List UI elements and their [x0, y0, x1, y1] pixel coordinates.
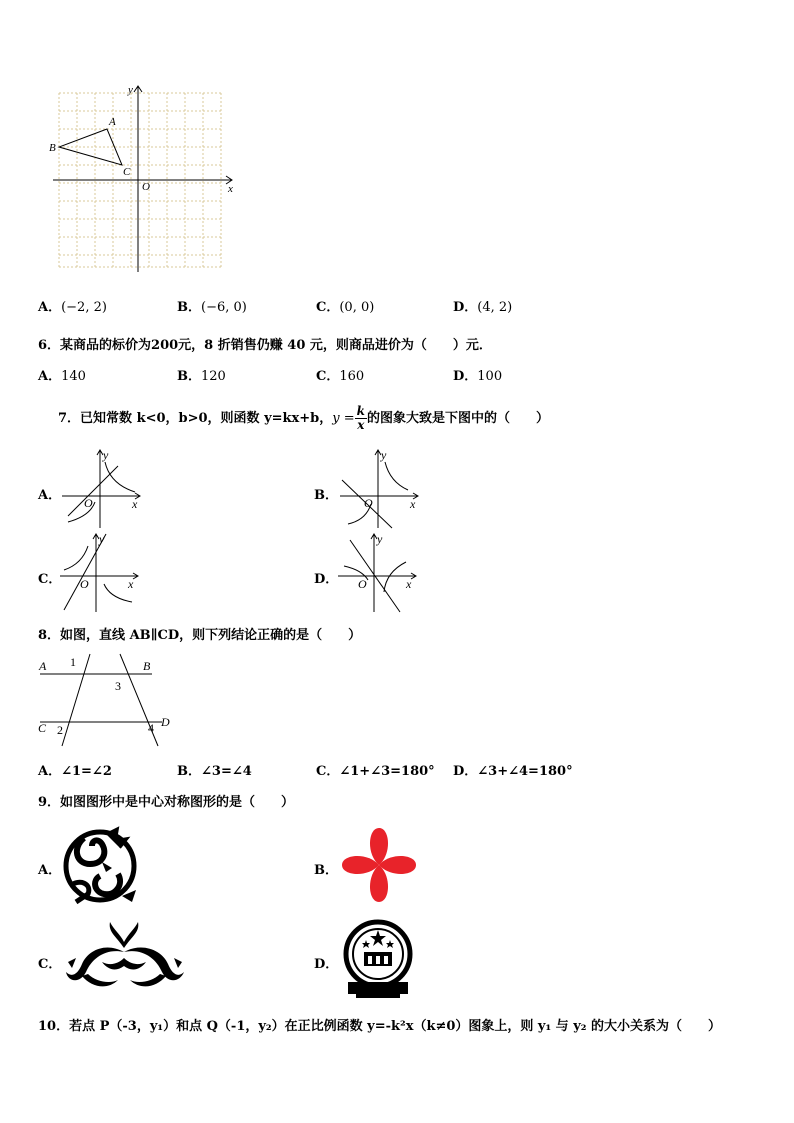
option-letter: C．	[316, 369, 340, 384]
formula-numerator: k	[356, 404, 365, 418]
svg-text:x: x	[132, 497, 138, 511]
svg-text:3: 3	[115, 679, 121, 693]
svg-text:y: y	[103, 448, 109, 462]
q9-option-d[interactable]	[314, 953, 338, 972]
axis-label-x: x	[228, 183, 233, 195]
q7-question	[58, 402, 549, 436]
svg-text:y: y	[381, 448, 387, 462]
option-text: 100	[477, 369, 503, 384]
q7-option-a[interactable]	[38, 484, 61, 503]
formula-fraction	[355, 405, 367, 432]
svg-text:4: 4	[148, 721, 154, 735]
q5-option-b[interactable]	[177, 296, 247, 315]
q9-national-emblem-image	[338, 916, 418, 1000]
formula-denominator: x	[357, 418, 365, 432]
option-text: (−6, 0)	[201, 300, 247, 315]
q7-graph-b	[338, 448, 420, 530]
svg-text:O: O	[364, 496, 373, 510]
q10-question: 10．若点 P（-3，y₁）和点 Q（-1，y₂）在正比例函数 y=-k²x（k≠0）图象上，则 y₁ 与 y₂ 的大小关系为（ ）	[38, 1019, 721, 1034]
q9-dragon-emblem-image	[62, 824, 142, 906]
option-text: ∠3+∠4=180°	[477, 764, 573, 779]
point-b-label: B	[49, 142, 56, 154]
q6-question: 6．某商品的标价为200元，8 折销售仍赚 40 元，则商品进价为（ ）元．	[38, 338, 492, 353]
svg-text:y: y	[377, 532, 383, 546]
option-text: (−2, 2)	[61, 300, 107, 315]
q7-option-b[interactable]	[314, 484, 338, 503]
option-letter: A．	[38, 488, 62, 503]
q8-option-c[interactable]	[316, 760, 435, 779]
q9-option-c[interactable]	[38, 953, 61, 972]
option-letter: D．	[453, 764, 478, 779]
option-letter: C．	[38, 957, 62, 972]
svg-text:2: 2	[57, 723, 63, 737]
option-letter: B．	[314, 488, 338, 503]
q9-option-b[interactable]	[314, 859, 338, 878]
q6-option-c[interactable]	[316, 365, 364, 384]
q5-option-c[interactable]	[316, 296, 374, 315]
option-text: (0, 0)	[339, 300, 375, 315]
point-c-label: C	[123, 166, 131, 178]
option-letter: C．	[38, 572, 62, 587]
svg-text:A: A	[39, 659, 47, 673]
q8-option-b[interactable]	[177, 760, 252, 779]
q5-coordinate-grid	[50, 84, 245, 274]
q7-graph-d	[336, 532, 418, 614]
axis-label-y: y	[128, 84, 133, 96]
option-letter: D．	[453, 369, 478, 384]
q8-option-d[interactable]	[453, 760, 573, 779]
svg-text:1: 1	[70, 655, 76, 669]
q8-parallel-lines-figure	[36, 652, 176, 748]
q7-option-d[interactable]	[314, 568, 338, 587]
svg-text:x: x	[410, 497, 416, 511]
option-letter: D．	[453, 300, 478, 315]
option-letter: A．	[38, 300, 62, 315]
q5-option-d[interactable]	[453, 296, 512, 315]
q7-question-part1: 7．已知常数 k<0，b>0，则函数 y=kx+b，	[58, 411, 333, 426]
option-letter: D．	[314, 572, 339, 587]
option-letter: B．	[177, 300, 201, 315]
option-letter: C．	[316, 764, 340, 779]
option-text: ∠1+∠3=180°	[339, 764, 435, 779]
option-text: 160	[339, 369, 365, 384]
origin-label: O	[142, 181, 150, 193]
q7-graph-c	[58, 532, 140, 614]
q7-graph-a	[60, 448, 142, 530]
option-text: ∠1=∠2	[61, 764, 112, 779]
formula-lhs: y =	[332, 411, 355, 426]
svg-text:B: B	[143, 659, 151, 673]
svg-text:x: x	[128, 577, 134, 591]
q9-option-a[interactable]	[38, 859, 61, 878]
svg-text:y: y	[99, 532, 105, 546]
option-letter: B．	[177, 369, 201, 384]
option-text: 120	[201, 369, 226, 384]
q9-twin-birds-image	[62, 918, 188, 998]
svg-text:O: O	[80, 577, 89, 591]
point-a-label: A	[109, 116, 116, 128]
option-letter: B．	[177, 764, 201, 779]
option-text: 140	[61, 369, 86, 384]
option-letter: A．	[38, 863, 62, 878]
option-letter: A．	[38, 764, 62, 779]
option-letter: D．	[314, 957, 339, 972]
q8-option-a[interactable]	[38, 760, 112, 779]
option-text: ∠3=∠4	[201, 764, 252, 779]
option-letter: B．	[314, 863, 338, 878]
svg-text:O: O	[358, 577, 367, 591]
option-letter: A．	[38, 369, 62, 384]
q8-question: 8．如图，直线 AB∥CD，则下列结论正确的是（ ）	[38, 628, 362, 643]
svg-text:O: O	[84, 496, 93, 510]
svg-text:x: x	[406, 577, 412, 591]
q6-option-d[interactable]	[453, 365, 502, 384]
svg-text:C: C	[38, 721, 47, 735]
svg-text:D: D	[161, 715, 170, 729]
q6-option-b[interactable]	[177, 365, 226, 384]
q6-option-a[interactable]	[38, 365, 86, 384]
option-letter: C．	[316, 300, 340, 315]
option-text: (4, 2)	[477, 300, 513, 315]
q9-question: 9．如图图形中是中心对称图形的是（ ）	[38, 795, 295, 810]
q7-question-part2: 的图象大致是下图中的（ ）	[366, 411, 549, 426]
q5-option-a[interactable]	[38, 296, 107, 315]
q9-red-petal-flower-image	[338, 824, 420, 906]
